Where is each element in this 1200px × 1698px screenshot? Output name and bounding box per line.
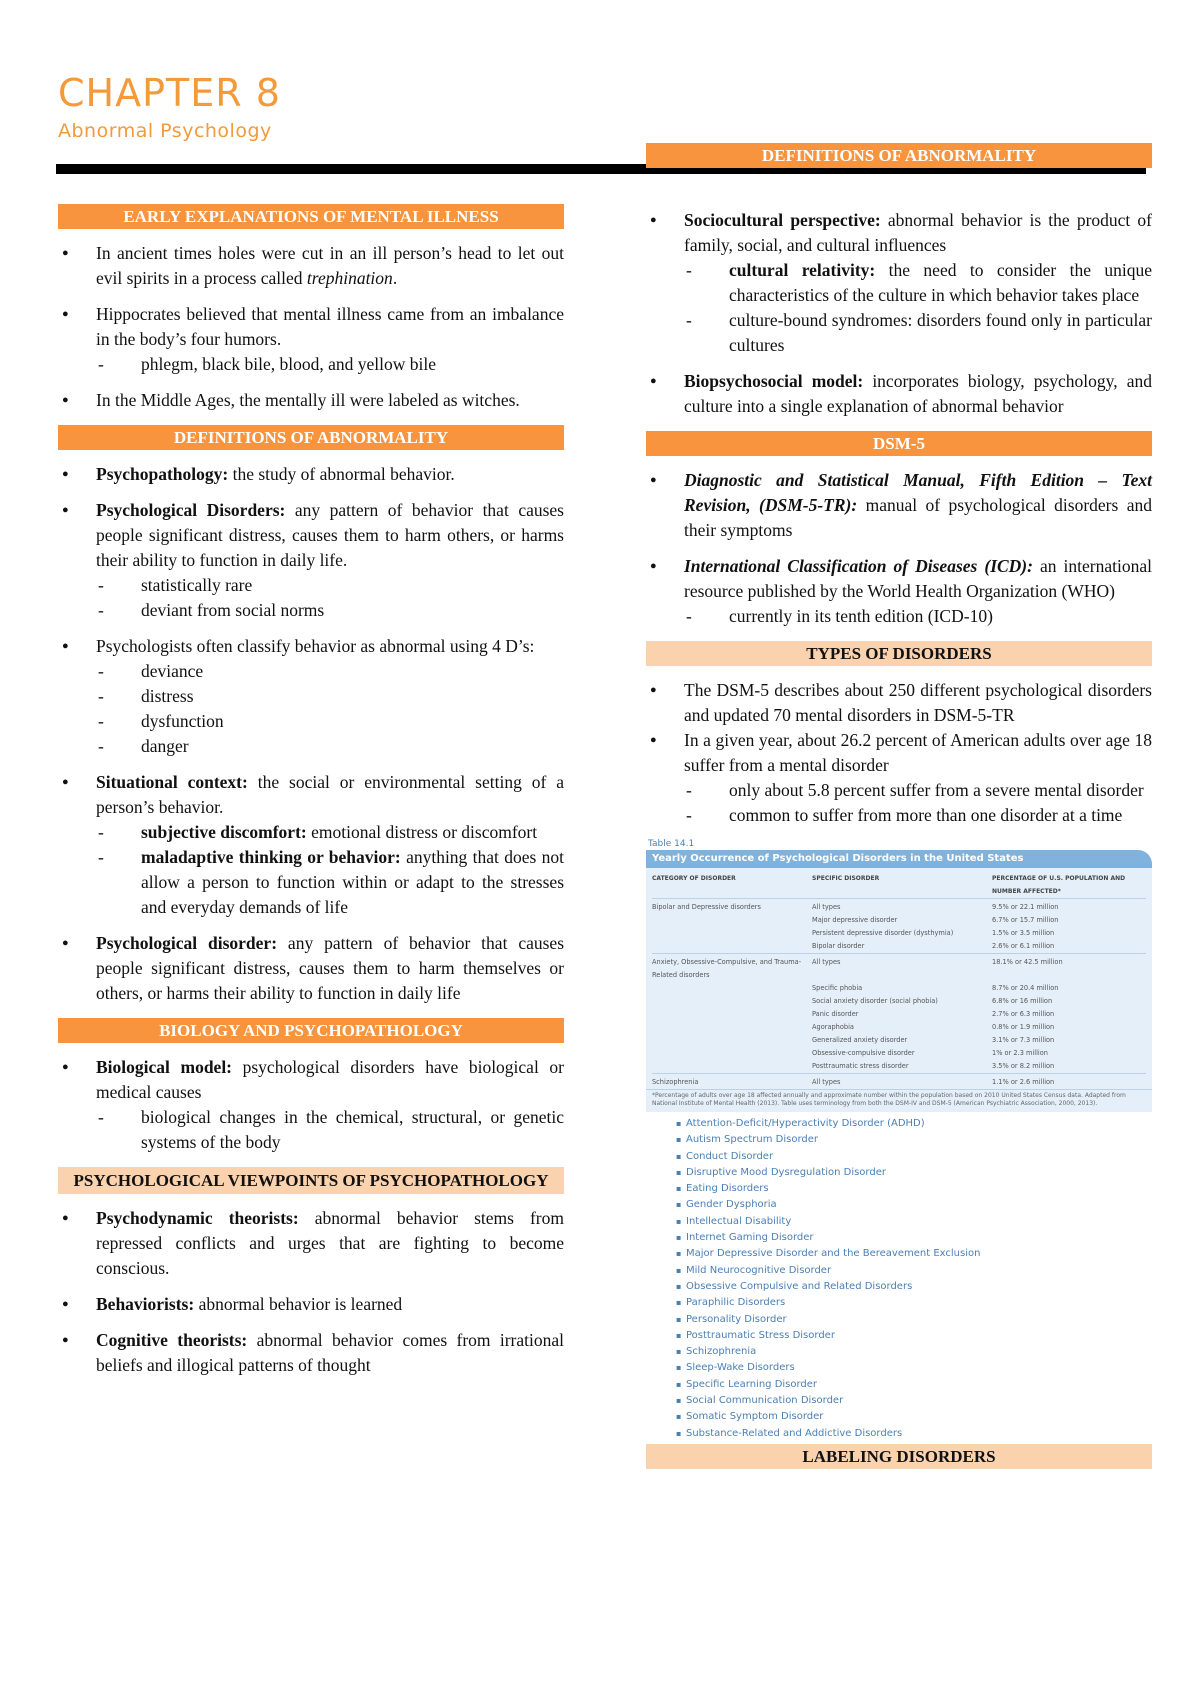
disorder-list-item: ▪ Internet Gaming Disorder xyxy=(676,1230,1152,1246)
table-cell-percentage: 1% or 2.3 million xyxy=(992,1049,1048,1057)
table-cell-disorder: Bipolar disorder xyxy=(812,942,865,950)
section-heading-dsm5: DSM-5 xyxy=(646,431,1152,456)
table-row xyxy=(652,956,1146,982)
list-item: ● In the Middle Ages, the mentally ill were labeled as witches. xyxy=(58,388,564,413)
table-cell-percentage: 3.5% or 8.2 million xyxy=(992,1062,1055,1070)
list-item: ● Sociocultural perspective: abnormal behavior is the product of family, social, and cultural influences - cultural relativity: the need to consider the unique characteristics of the culture in which behavior takes place - culture-bound syndromes: disorders found only in particular cultures xyxy=(646,208,1152,358)
list-item: ● Biopsychosocial model: incorporates biology, psychology, and culture into a single explanation of abnormal behavior xyxy=(646,369,1152,419)
sub-list-item: - danger xyxy=(96,734,564,759)
table-cell-percentage: 18.1% or 42.5 million xyxy=(992,958,1063,966)
table-cell-category xyxy=(652,927,812,940)
table-cell-disorder: Generalized anxiety disorder xyxy=(812,1036,908,1044)
table-cell-disorder: Social anxiety disorder (social phobia) xyxy=(812,997,938,1005)
list-item: ● In a given year, about 26.2 percent of American adults over age 18 suffer from a mental disorder - only about 5.8 percent suffer from a severe mental disorder - common to suffer from more than one disorder at a time xyxy=(646,728,1152,828)
disorder-list-item: ▪ Conduct Disorder xyxy=(676,1149,1152,1165)
table-cell-percentage: 6.7% or 15.7 million xyxy=(992,916,1059,924)
table-cell-category xyxy=(652,982,812,995)
sub-list-item: - statistically rare xyxy=(96,573,564,598)
disorder-list-item: ▪ Mild Neurocognitive Disorder xyxy=(676,1263,1152,1279)
sub-list-item: - common to suffer from more than one disorder at a time xyxy=(684,803,1152,828)
table-row xyxy=(652,1008,1146,1021)
disorder-list-item: ▪ Social Communication Disorder xyxy=(676,1393,1152,1409)
table-row xyxy=(652,901,1146,914)
list-item: ● Hippocrates believed that mental illness came from an imbalance in the body’s four humors. - phlegm, black bile, blood, and yellow bile xyxy=(58,302,564,377)
section-heading-early-explanations: EARLY EXPLANATIONS OF MENTAL ILLNESS xyxy=(58,204,564,229)
disorder-list-item: ▪ Posttraumatic Stress Disorder xyxy=(676,1328,1152,1344)
list-item: ● Psychological Disorders: any pattern of behavior that causes people significant distress, causes them to harm others, or harms their ability to function in daily life. - statistically rare - deviant from social norms xyxy=(58,498,564,623)
table-row xyxy=(652,927,1146,940)
table-row xyxy=(652,1021,1146,1034)
sub-list-item: - dysfunction xyxy=(96,709,564,734)
sub-list-item: - currently in its tenth edition (ICD-10) xyxy=(684,604,1152,629)
sub-list-item: - biological changes in the chemical, structural, or genetic systems of the body xyxy=(96,1105,564,1155)
table-cell-disorder: Panic disorder xyxy=(812,1010,859,1018)
table-groups xyxy=(652,898,1146,1089)
early-explanations-list xyxy=(58,241,564,413)
table-cell-percentage: 1.5% or 3.5 million xyxy=(992,929,1055,937)
page-header xyxy=(58,70,281,144)
disorders-list xyxy=(676,1116,1152,1442)
sub-list-item: - distress xyxy=(96,684,564,709)
table-cell-category xyxy=(652,1034,812,1047)
right-column xyxy=(646,143,1152,1469)
disorder-list-item: ▪ Paraphilic Disorders xyxy=(676,1295,1152,1311)
list-item: ● Psychopathology: the study of abnormal behavior. xyxy=(58,462,564,487)
table-group xyxy=(652,953,1146,1073)
chapter-title: CHAPTER 8 xyxy=(58,71,281,115)
disorder-list-item: ▪ Autism Spectrum Disorder xyxy=(676,1132,1152,1148)
sub-list-item: - phlegm, black bile, blood, and yellow bile xyxy=(96,352,564,377)
table-cell-disorder: All types xyxy=(812,903,841,911)
disorder-list-item: ▪ Eating Disorders xyxy=(676,1181,1152,1197)
table-cell-disorder: Agoraphobia xyxy=(812,1023,854,1031)
chapter-subtitle: Abnormal Psychology xyxy=(58,120,272,142)
table-cell-percentage: 1.1% or 2.6 million xyxy=(992,1078,1055,1086)
table-cell-percentage: 8.7% or 20.4 million xyxy=(992,984,1059,992)
table-cell-category xyxy=(652,940,812,953)
disorder-list-item: ▪ Major Depressive Disorder and the Bereavement Exclusion xyxy=(676,1246,1152,1262)
table-cell-disorder: All types xyxy=(812,1078,841,1086)
list-item: ● The DSM-5 describes about 250 different psychological disorders and updated 70 mental disorders in DSM-5-TR xyxy=(646,678,1152,728)
table-cell-category xyxy=(652,1021,812,1034)
dsm5-list xyxy=(646,468,1152,629)
sub-list-item: - deviant from social norms xyxy=(96,598,564,623)
sub-list-item: - culture-bound syndromes: disorders found only in particular cultures xyxy=(684,308,1152,358)
disorder-list-item: ▪ Attention-Deficit/Hyperactivity Disorder (ADHD) xyxy=(676,1116,1152,1132)
table-cell-category: Bipolar and Depressive disorders xyxy=(652,903,761,911)
disorder-list-item: ▪ Gender Dysphoria xyxy=(676,1197,1152,1213)
sub-list-item: - cultural relativity: the need to consider the unique characteristics of the culture in which behavior takes place xyxy=(684,258,1152,308)
section-heading-labeling: LABELING DISORDERS xyxy=(646,1444,1152,1469)
table-row xyxy=(652,1060,1146,1073)
table-header-cell: SPECIFIC DISORDER xyxy=(812,875,880,882)
section-heading-viewpoints: PSYCHOLOGICAL VIEWPOINTS OF PSYCHOPATHOLOGY xyxy=(58,1167,564,1194)
disorder-list-item: ▪ Intellectual Disability xyxy=(676,1214,1152,1230)
section-heading-types: TYPES OF DISORDERS xyxy=(646,641,1152,666)
sub-list-item: - only about 5.8 percent suffer from a severe mental disorder xyxy=(684,778,1152,803)
list-item: ● Biological model: psychological disorders have biological or medical causes - biological changes in the chemical, structural, or genetic systems of the body xyxy=(58,1055,564,1155)
section-heading-biology: BIOLOGY AND PSYCHOPATHOLOGY xyxy=(58,1018,564,1043)
table-cell-percentage: 6.8% or 16 million xyxy=(992,997,1053,1005)
table-cell-category xyxy=(652,1060,812,1073)
table-title: Yearly Occurrence of Psychological Disorders in the United States xyxy=(646,850,1152,868)
disorder-list-item: ▪ Disruptive Mood Dysregulation Disorder xyxy=(676,1165,1152,1181)
table-cell-disorder: Posttraumatic stress disorder xyxy=(812,1062,909,1070)
disorder-list-item: ▪ Personality Disorder xyxy=(676,1312,1152,1328)
table-note: *Percentage of adults over age 18 affected annually and approximate number within the population based on 2010 United States Census data. Adapted from National Institute of Mental Health (2013). Table uses terminology from both the DSM-IV and DSM-5 (American Psychiatric Association, 2000, 2013). xyxy=(646,1089,1152,1112)
list-item: ● Situational context: the social or environmental setting of a person’s behavior. - subjective discomfort: emotional distress or discomfort - maladaptive thinking or behavior: anything that does not allow a person to function within or adapt to the stresses and everyday demands of life xyxy=(58,770,564,920)
table-cell-disorder: Persistent depressive disorder (dysthymia) xyxy=(812,929,954,937)
table-row xyxy=(652,914,1146,927)
types-list xyxy=(646,678,1152,828)
table-row xyxy=(652,995,1146,1008)
table-cell-percentage: 2.7% or 6.3 million xyxy=(992,1010,1055,1018)
table-cell-category: Schizophrenia xyxy=(652,1078,699,1086)
table-header-cell: CATEGORY OF DISORDER xyxy=(652,875,736,882)
table-cell-category: Anxiety, Obsessive-Compulsive, and Trauma-Related disorders xyxy=(652,958,802,979)
table-group xyxy=(652,1073,1146,1089)
section-heading-definitions-continued: DEFINITIONS OF ABNORMALITY xyxy=(646,143,1152,168)
section-heading-definitions: DEFINITIONS OF ABNORMALITY xyxy=(58,425,564,450)
list-item: ● In ancient times holes were cut in an ill person’s head to let out evil spirits in a process called trephination. xyxy=(58,241,564,291)
table-cell-category xyxy=(652,1008,812,1021)
table-group xyxy=(652,898,1146,953)
table-header-row xyxy=(652,872,1146,898)
biology-list xyxy=(58,1055,564,1155)
table-cell-category xyxy=(652,1047,812,1060)
table-cell-percentage: 2.6% or 6.1 million xyxy=(992,942,1055,950)
disorder-list-item: ▪ Sleep-Wake Disorders xyxy=(676,1360,1152,1376)
definitions-list xyxy=(58,462,564,1006)
table-body xyxy=(646,868,1152,1089)
list-item: ● Psychological disorder: any pattern of behavior that causes people significant distress, causes them to harm themselves or others, or harms their ability to function in daily life xyxy=(58,931,564,1006)
table-row xyxy=(652,1034,1146,1047)
definitions-continued-list xyxy=(646,208,1152,419)
table-cell-category xyxy=(652,995,812,1008)
table-cell-disorder: All types xyxy=(812,958,841,966)
left-column xyxy=(58,204,564,1378)
table-cell-percentage: 9.5% or 22.1 million xyxy=(992,903,1059,911)
disorder-list-item: ▪ Schizophrenia xyxy=(676,1344,1152,1360)
sub-list-item: - subjective discomfort: emotional distress or discomfort xyxy=(96,820,564,845)
sub-list-item: - deviance xyxy=(96,659,564,684)
table-cell-disorder: Specific phobia xyxy=(812,984,863,992)
table-header-cell: PERCENTAGE OF U.S. POPULATION AND NUMBER AFFECTED* xyxy=(992,875,1126,895)
table-cell-disorder: Major depressive disorder xyxy=(812,916,898,924)
list-item: ● Cognitive theorists: abnormal behavior comes from irrational beliefs and illogical patterns of thought xyxy=(58,1328,564,1378)
sub-list-item: - maladaptive thinking or behavior: anything that does not allow a person to function within or adapt to the stresses and everyday demands of life xyxy=(96,845,564,920)
table-cell-disorder: Obsessive-compulsive disorder xyxy=(812,1049,915,1057)
table-cell-percentage: 3.1% or 7.3 million xyxy=(992,1036,1055,1044)
disorder-list-item: ▪ Specific Learning Disorder xyxy=(676,1377,1152,1393)
list-item: ● Behaviorists: abnormal behavior is learned xyxy=(58,1292,564,1317)
list-item: ● International Classification of Diseases (ICD): an international resource published by the World Health Organization (WHO) - currently in its tenth edition (ICD-10) xyxy=(646,554,1152,629)
table-row xyxy=(652,1076,1146,1089)
table-cell-category xyxy=(652,914,812,927)
viewpoints-list xyxy=(58,1206,564,1378)
table-figure xyxy=(646,838,1152,1112)
table-row xyxy=(652,940,1146,953)
table-cell-percentage: 0.8% or 1.9 million xyxy=(992,1023,1055,1031)
disorder-list-item: ▪ Somatic Symptom Disorder xyxy=(676,1409,1152,1425)
table-label: Table 14.1 xyxy=(648,839,695,849)
disorder-list-item: ▪ Substance-Related and Addictive Disorders xyxy=(676,1426,1152,1442)
list-item: ● Psychodynamic theorists: abnormal behavior stems from repressed conflicts and urges that are fighting to become conscious. xyxy=(58,1206,564,1281)
disorder-list-item: ▪ Obsessive Compulsive and Related Disorders xyxy=(676,1279,1152,1295)
table-row xyxy=(652,1047,1146,1060)
list-item: ● Psychologists often classify behavior as abnormal using 4 D’s: - deviance - distress - dysfunction - danger xyxy=(58,634,564,759)
list-item: ● Diagnostic and Statistical Manual, Fifth Edition – Text Revision, (DSM-5-TR): manual of psychological disorders and their symptoms xyxy=(646,468,1152,543)
table-row xyxy=(652,982,1146,995)
